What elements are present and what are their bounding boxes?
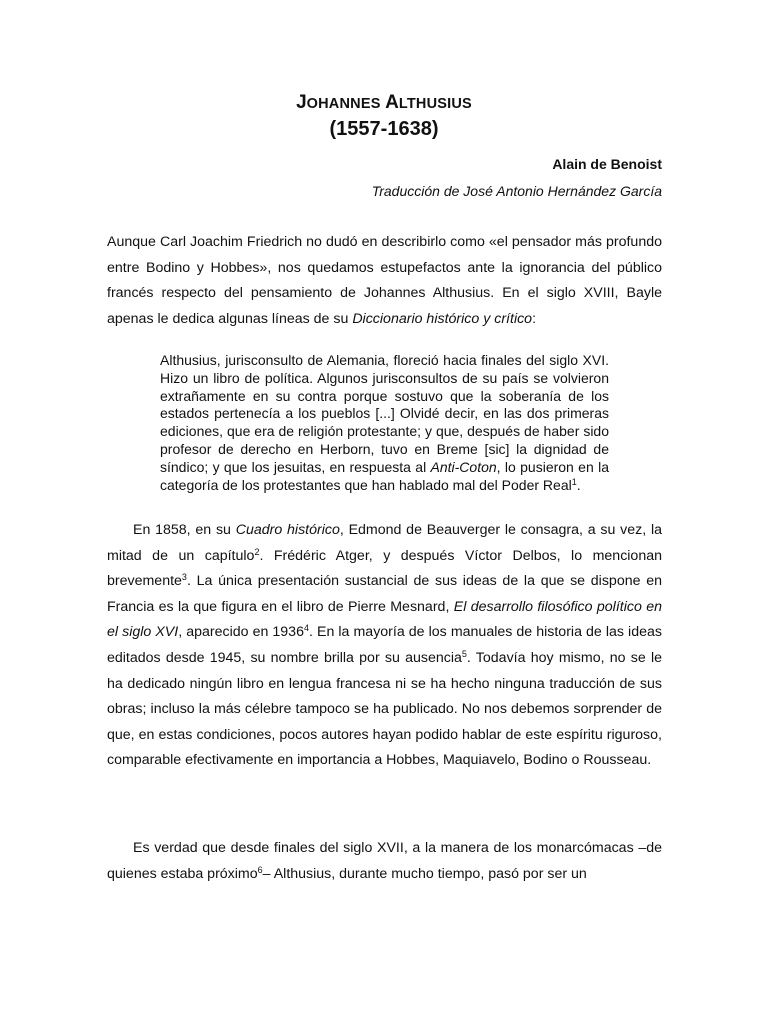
quote-text-b: , lo pusieron en la categoría de los protestantes que han hablado mal del Poder Real [160,458,609,493]
paragraph-reception-text-f: . En la mayoría de los manuales de historia de las ideas editados desde 1945, su nombre brilla por su ausencia [107,624,662,666]
footnote-ref-1[interactable]: 1 [571,476,577,487]
document-title [0,91,768,116]
work-title-desarrollo-filosofico: El desarrollo filosófico político en el siglo XVI [107,598,662,641]
footnote-ref-2[interactable]: 2 [254,546,260,557]
title-rest-althusius: LTHUSIUS [398,96,472,112]
paragraph-reception-text-e: , aparecido en 1936 [178,624,304,641]
footnote-ref-5[interactable]: 5 [461,648,467,659]
paragraph-reception [107,518,662,774]
translator-credit: Traducción de José Antonio Hernández García [371,183,662,199]
block-quote-bayle [160,352,609,494]
paragraph-monarcomacas-text-b: – Althusius, durante mucho tiempo, pasó por ser un [262,865,587,882]
title-initial-a: A [385,92,399,113]
paragraph-intro [107,230,662,332]
quote-text-a: Althusius, jurisconsulto de Alemania, floreció hacia finales del siglo XVI. Hizo un libro de política. Algunos jurisconsultos de su país se volvieron extrañamente en su contra porque sostuvo que la soberanía de los estados pertenecía a los pueblos [...] Olvidé decir, en las dos primeras ediciones, que era de religión protestante; y que, después de haber sido profesor de derecho en Herborn, tuvo en Breme [sic] la dignidad de síndico; y que los jesuitas, en respuesta al [160,352,609,475]
quote-text-c: . [576,476,581,493]
paragraph-monarcomacas-text-a: Es verdad que desde finales del siglo XVII, a la manera de los monarcómacas –de quienes estaba próximo [107,840,662,882]
paragraph-reception-text-g: . Todavía hoy mismo, no se le ha dedicado ningún libro en lengua francesa ni se ha hecho ninguna traducción de sus obras; incluso la más célebre tampoco se ha publicado. No nos debemos sorprender de que, en estas condiciones, pocos autores hayan podido hablar de este espíritu riguroso, comparable efectivamente en importancia a Hobbes, Maquiavelo, Bodino o Rousseau. [107,649,662,769]
footnote-ref-3[interactable]: 3 [181,572,187,583]
paragraph-monarcomacas [107,836,662,887]
footnote-ref-4[interactable]: 4 [303,623,309,634]
author-name: Alain de Benoist [552,156,662,172]
paragraph-intro-text-b: : [532,310,537,327]
paragraph-reception-text-a: En 1858, en su [133,522,236,538]
paragraph-reception-text-d: . La única presentación sustancial de sus ideas de la que se dispone en Francia es la que figura en el libro de Pierre Mesnard, [107,573,662,615]
work-title-anti-coton: Anti-Coton [430,458,497,475]
paragraph-reception-text-b: , Edmond de Beauverger le consagra, a su vez, la mitad de un capítulo [107,522,662,564]
work-title-cuadro-historico: Cuadro histórico [235,522,340,538]
title-rest-johannes: OHANNES [306,96,381,112]
paragraph-reception-text-c: . Frédéric Atger, y después Víctor Delbos, lo mencionan brevemente [107,547,662,590]
footnote-ref-6[interactable]: 6 [257,864,263,875]
title-dates: (1557-1638) [329,118,439,140]
title-initial-j: J [296,92,307,113]
paragraph-intro-text-a: Aunque Carl Joachim Friedrich no dudó en describirlo como «el pensador más profundo entre Bodino y Hobbes», nos quedamos estupefactos ante la ignorancia del público francés respecto del pensamiento de Johannes Althusius. En el siglo XVIII, Bayle apenas le dedica algunas líneas de su [107,234,662,327]
work-title-diccionario: Diccionario histórico y crítico [352,310,533,327]
